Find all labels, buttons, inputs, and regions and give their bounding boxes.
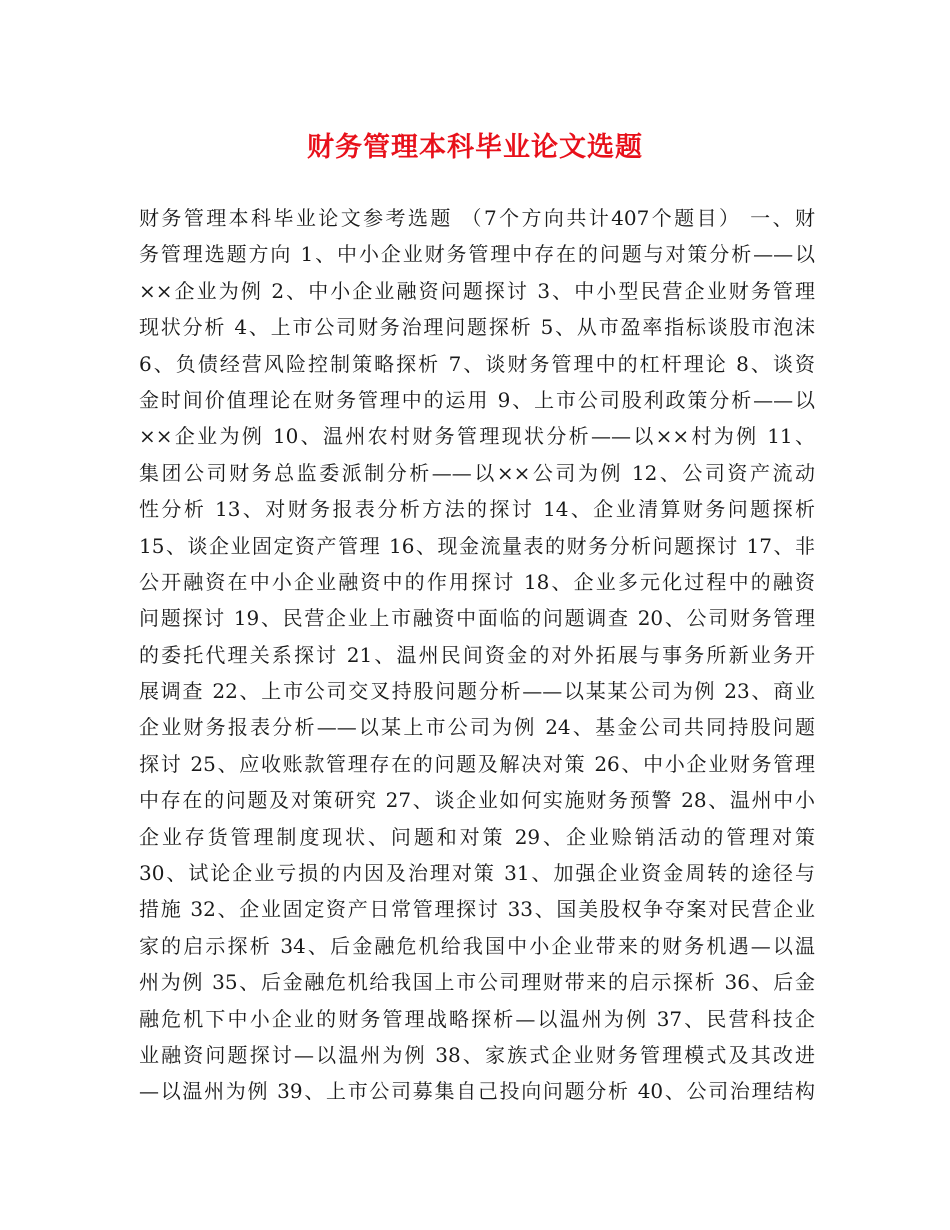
body-line: 措施 32、企业固定资产日常管理探讨 33、国美股权争夺案对民营企业 [139,897,815,922]
body-line: 性分析 13、对财务报表分析方法的探讨 14、企业清算财务问题探析 [139,497,815,522]
body-line: 中存在的问题及对策研究 27、谈企业如何实施财务预警 28、温州中小 [139,788,815,813]
body-line: 公开融资在中小企业融资中的作用探讨 18、企业多元化过程中的融资 [139,569,815,594]
body-line: 融危机下中小企业的财务管理战略探析—以温州为例 37、民营科技企 [139,1006,815,1031]
body-line: 集团公司财务总监委派制分析——以××公司为例 12、公司资产流动 [139,460,815,485]
body-line: —以温州为例 39、上市公司募集自己投向问题分析 40、公司治理结构 [139,1079,815,1104]
body-line: 企业财务报表分析——以某上市公司为例 24、基金公司共同持股问题 [139,715,815,740]
body-line: 企业存货管理制度现状、问题和对策 29、企业赊销活动的管理对策 [139,824,815,849]
document-title: 财务管理本科毕业论文选题 [307,132,643,163]
body-line: 务管理选题方向 1、中小企业财务管理中存在的问题与对策分析——以 [139,242,815,267]
body-line: 现状分析 4、上市公司财务治理问题探析 5、从市盈率指标谈股市泡沫 [139,315,815,340]
body-line: 6、负债经营风险控制策略探析 7、谈财务管理中的杠杆理论 8、谈资 [139,351,815,376]
body-line: 15、谈企业固定资产管理 16、现金流量表的财务分析问题探讨 17、非 [139,533,815,558]
body-line: 30、试论企业亏损的内因及治理对策 31、加强企业资金周转的途径与 [139,861,815,886]
body-line: 探讨 25、应收账款管理存在的问题及解决对策 26、中小企业财务管理 [139,751,815,776]
body-line: 家的启示探析 34、后金融危机给我国中小企业带来的财务机遇—以温 [139,933,815,958]
body-line: 金时间价值理论在财务管理中的运用 9、上市公司股利政策分析——以 [139,387,815,412]
body-line: ××企业为例 2、中小企业融资问题探讨 3、中小型民营企业财务管理 [139,278,815,303]
body-line: 州为例 35、后金融危机给我国上市公司理财带来的启示探析 36、后金 [139,970,815,995]
body-line: 问题探讨 19、民营企业上市融资中面临的问题调查 20、公司财务管理 [139,606,815,631]
body-line: 财务管理本科毕业论文参考选题 （7个方向共计407个题目） 一、财 [139,206,815,230]
body-line: 展调查 22、上市公司交叉持股问题分析——以某某公司为例 23、商业 [139,679,815,704]
document-body [139,200,815,1110]
body-line: 业融资问题探讨—以温州为例 38、家族式企业财务管理模式及其改进 [139,1042,815,1067]
body-line: 的委托代理关系探讨 21、温州民间资金的对外拓展与事务所新业务开 [139,642,815,667]
body-line: ××企业为例 10、温州农村财务管理现状分析——以××村为例 11、 [139,424,815,449]
